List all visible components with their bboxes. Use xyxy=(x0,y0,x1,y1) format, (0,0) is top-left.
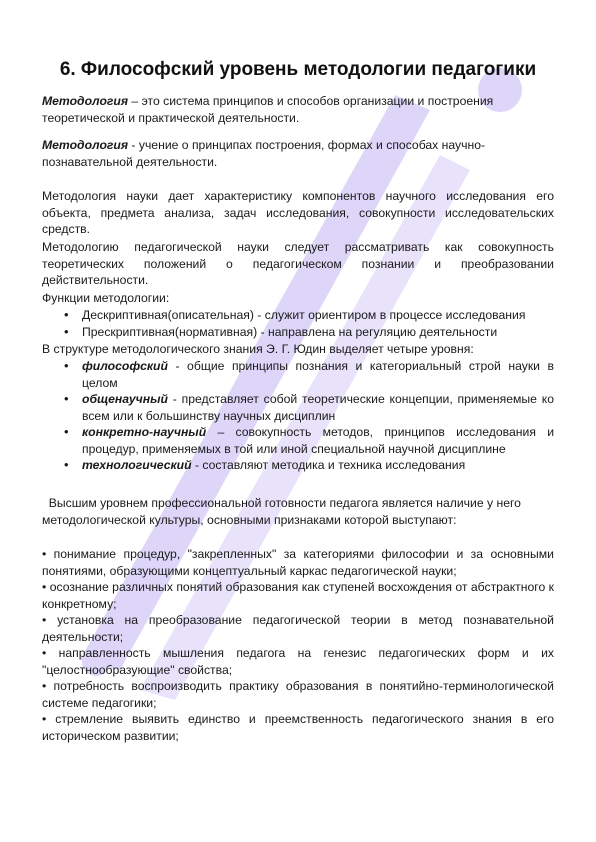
definition-2 xyxy=(42,137,554,170)
level-term: конкретно-научный xyxy=(82,425,207,439)
list-item: • Дескриптивная(описательная) - служит ориентиром в процессе исследования xyxy=(42,307,554,324)
culture-signs xyxy=(42,546,554,744)
level-text: - представляет собой теоретические концепции, применяемые ко всем или к большинству научных дисциплин xyxy=(82,392,554,423)
level-text: – совокупность методов, принципов исследования и процедур, применяемых в той или иной специальной научной дисциплине xyxy=(82,425,554,456)
level-term: философский xyxy=(82,359,168,373)
definition-1-term: Методология xyxy=(42,94,129,108)
paragraph-pedagogy-methodology: Методологию педагогической науки следует рассматривать как совокупность теоретических положений о педагогическом познании и преобразовании действительности. xyxy=(42,240,554,287)
list-item: • установка на преобразование педагогической теории в метод познавательной деятельности; xyxy=(42,613,554,644)
definition-2-text: - учение о принципах построения, формах и способах научно-познавательной деятельности. xyxy=(42,138,486,169)
levels-list xyxy=(42,358,554,474)
paragraph-science-methodology: Методология науки дает характеристику компонентов научного исследования его объекта, предмета анализа, задач исследования, совокупности исследовательских средств. xyxy=(42,189,554,236)
page-title: 6. Философский уровень методологии педагогики xyxy=(59,59,537,80)
definition-2-term: Методология xyxy=(42,138,129,152)
list-item xyxy=(42,391,554,424)
culture-intro: Высшим уровнем профессиональной готовности педагога является наличие у него методологической культуры, основными признаками которой выступают: xyxy=(42,496,525,527)
level-text: - составляют методика и техника исследования xyxy=(191,458,466,472)
levels-heading: В структуре методологического знания Э. Г. Юдин выделяет четыре уровня: xyxy=(42,342,474,356)
definition-1-text: – это система принципов и способов организации и построения теоретической и практической деятельности. xyxy=(42,94,494,125)
level-term: общенаучный xyxy=(82,392,168,406)
list-item xyxy=(42,358,554,391)
level-term: технологический xyxy=(82,458,192,472)
document-page xyxy=(42,0,554,842)
list-item: • Прескриптивная(нормативная) - направлена на регуляцию деятельности xyxy=(42,324,554,341)
functions-list xyxy=(42,307,554,340)
list-item: • понимание процедур, "закрепленных" за категориями философии и за основными понятиями, образующими концептуальный каркас педагогической науки; xyxy=(42,547,554,578)
list-item: • стремление выявить единство и преемственность педагогического знания в его историческом развитии; xyxy=(42,712,554,743)
list-item xyxy=(42,457,554,474)
level-text: - общие принципы познания и категориальный строй науки в целом xyxy=(82,359,554,390)
list-item xyxy=(42,424,554,457)
list-item: • направленность мышления педагога на генезис педагогических форм и их "целостнообразующие" свойства; xyxy=(42,646,554,677)
functions-heading: Функции методологии: xyxy=(42,291,170,305)
definition-1 xyxy=(42,93,554,126)
list-item: • потребность воспроизводить практику образования в понятийно-терминологической системе педагогики; xyxy=(42,679,554,710)
list-item: • осознание различных понятий образования как ступеней восхождения от абстрактного к конкретному; xyxy=(42,580,554,611)
